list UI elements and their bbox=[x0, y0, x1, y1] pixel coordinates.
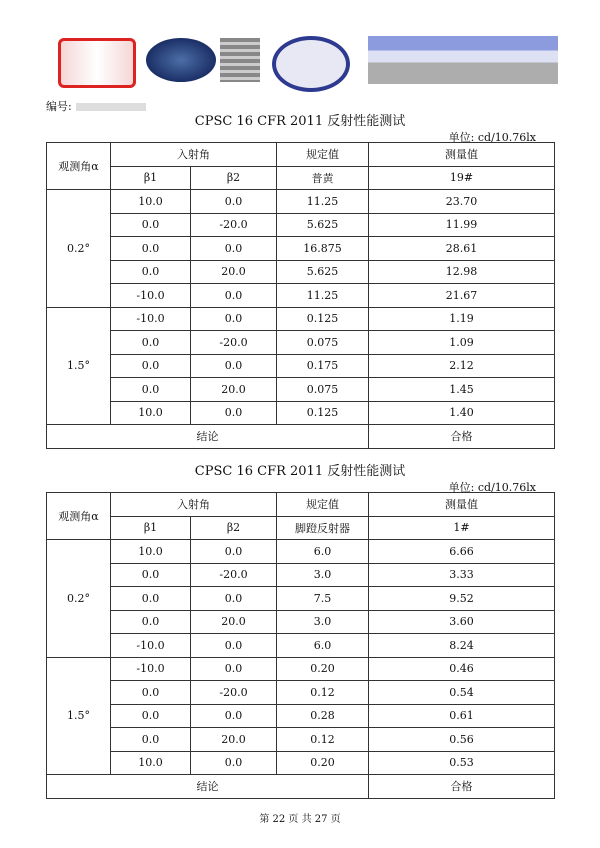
beta1-cell: 0.0 bbox=[111, 704, 191, 728]
beta1-cell: 0.0 bbox=[111, 378, 191, 402]
measured-value-cell: 1.19 bbox=[369, 307, 555, 331]
measured-value-cell: 0.53 bbox=[369, 751, 555, 775]
cma-logo bbox=[58, 38, 136, 88]
measured-sample-id: 1# bbox=[369, 516, 555, 540]
table-1-unit: 单位: cd/10.76lx bbox=[448, 131, 536, 144]
beta1-header: β1 bbox=[111, 516, 191, 540]
table-row bbox=[47, 657, 555, 681]
table-row bbox=[47, 237, 555, 261]
beta2-cell: 0.0 bbox=[191, 634, 277, 658]
measured-value-cell: 11.99 bbox=[369, 213, 555, 237]
specified-value-cell: 11.25 bbox=[277, 190, 369, 214]
beta1-cell: 0.0 bbox=[111, 213, 191, 237]
table-row bbox=[47, 260, 555, 284]
beta1-cell: 10.0 bbox=[111, 401, 191, 425]
measured-value-cell: 12.98 bbox=[369, 260, 555, 284]
measured-value-cell: 0.61 bbox=[369, 704, 555, 728]
beta1-cell: 10.0 bbox=[111, 540, 191, 564]
table-row bbox=[47, 540, 555, 564]
conclusion-label: 结论 bbox=[47, 425, 369, 449]
beta2-cell: 0.0 bbox=[191, 401, 277, 425]
specified-value-header: 规定值 bbox=[277, 143, 369, 167]
report-number-label: 编号: bbox=[46, 100, 72, 113]
incidence-angle-header: 入射角 bbox=[111, 493, 277, 517]
measured-value-cell: 8.24 bbox=[369, 634, 555, 658]
specified-value-cell: 0.20 bbox=[277, 751, 369, 775]
measured-value-cell: 1.09 bbox=[369, 331, 555, 355]
accreditation-mark bbox=[220, 38, 260, 82]
specified-value-cell: 11.25 bbox=[277, 284, 369, 308]
measured-value-cell: 9.52 bbox=[369, 587, 555, 611]
beta2-cell: 20.0 bbox=[191, 260, 277, 284]
beta1-cell: -10.0 bbox=[111, 284, 191, 308]
beta1-cell: -10.0 bbox=[111, 657, 191, 681]
specified-value-cell: 6.0 bbox=[277, 634, 369, 658]
beta2-cell: 0.0 bbox=[191, 237, 277, 261]
specified-value-cell: 3.0 bbox=[277, 563, 369, 587]
measured-value-cell: 6.66 bbox=[369, 540, 555, 564]
measured-value-cell: 23.70 bbox=[369, 190, 555, 214]
beta2-header: β2 bbox=[191, 516, 277, 540]
beta1-cell: 0.0 bbox=[111, 354, 191, 378]
beta2-cell: 0.0 bbox=[191, 704, 277, 728]
beta2-cell: 0.0 bbox=[191, 657, 277, 681]
beta1-cell: 10.0 bbox=[111, 190, 191, 214]
measured-value-cell: 1.40 bbox=[369, 401, 555, 425]
measured-value-header: 测量值 bbox=[369, 493, 555, 517]
beta1-cell: -10.0 bbox=[111, 634, 191, 658]
table-row bbox=[47, 728, 555, 752]
table-row bbox=[47, 307, 555, 331]
header-row bbox=[47, 143, 555, 167]
table-1-title: CPSC 16 CFR 2011 反射性能测试 bbox=[194, 114, 406, 129]
beta2-header: β2 bbox=[191, 166, 277, 190]
table-row bbox=[47, 751, 555, 775]
beta2-cell: 20.0 bbox=[191, 728, 277, 752]
table-row bbox=[47, 331, 555, 355]
beta2-cell: 20.0 bbox=[191, 610, 277, 634]
specified-value-cell: 16.875 bbox=[277, 237, 369, 261]
measured-sample-id: 19# bbox=[369, 166, 555, 190]
measured-value-cell: 21.67 bbox=[369, 284, 555, 308]
measured-value-cell: 3.60 bbox=[369, 610, 555, 634]
beta1-cell: 0.0 bbox=[111, 681, 191, 705]
beta1-cell: 0.0 bbox=[111, 587, 191, 611]
table-2-title: CPSC 16 CFR 2011 反射性能测试 bbox=[194, 464, 406, 479]
specified-value-cell: 0.125 bbox=[277, 401, 369, 425]
beta2-cell: 0.0 bbox=[191, 307, 277, 331]
beta1-cell: 0.0 bbox=[111, 260, 191, 284]
beta1-cell: 0.0 bbox=[111, 331, 191, 355]
measured-value-cell: 3.33 bbox=[369, 563, 555, 587]
table-row bbox=[47, 704, 555, 728]
measured-value-cell: 2.12 bbox=[369, 354, 555, 378]
observation-angle-cell: 0.2° bbox=[47, 540, 111, 658]
lab-seal-logo bbox=[272, 36, 350, 92]
observation-angle-cell: 1.5° bbox=[47, 307, 111, 425]
specified-value-cell: 6.0 bbox=[277, 540, 369, 564]
subheader-row bbox=[47, 516, 555, 540]
cnas-logo bbox=[146, 38, 216, 82]
measured-value-cell: 0.56 bbox=[369, 728, 555, 752]
specified-value-cell: 7.5 bbox=[277, 587, 369, 611]
table-2-unit: 单位: cd/10.76lx bbox=[448, 481, 536, 494]
table-row bbox=[47, 681, 555, 705]
measured-value-cell: 0.54 bbox=[369, 681, 555, 705]
conclusion-label: 结论 bbox=[47, 775, 369, 799]
beta2-cell: 0.0 bbox=[191, 540, 277, 564]
specified-value-cell: 0.28 bbox=[277, 704, 369, 728]
conclusion-row bbox=[47, 775, 555, 799]
table-row bbox=[47, 587, 555, 611]
beta1-cell: 0.0 bbox=[111, 563, 191, 587]
table-row bbox=[47, 213, 555, 237]
specified-value-cell: 0.12 bbox=[277, 728, 369, 752]
beta1-cell: 10.0 bbox=[111, 751, 191, 775]
observation-angle-header: 观测角α bbox=[47, 143, 111, 190]
table-row bbox=[47, 563, 555, 587]
table-row bbox=[47, 401, 555, 425]
incidence-angle-header: 入射角 bbox=[111, 143, 277, 167]
reflectivity-table-1 bbox=[46, 142, 555, 449]
specified-value-cell: 3.0 bbox=[277, 610, 369, 634]
beta2-cell: 0.0 bbox=[191, 751, 277, 775]
beta1-cell: 0.0 bbox=[111, 237, 191, 261]
specified-value-cell: 0.175 bbox=[277, 354, 369, 378]
subheader-row bbox=[47, 166, 555, 190]
header-logos bbox=[50, 30, 560, 92]
table-row bbox=[47, 378, 555, 402]
beta1-header: β1 bbox=[111, 166, 191, 190]
table-row bbox=[47, 354, 555, 378]
conclusion-value: 合格 bbox=[369, 775, 555, 799]
beta2-cell: 0.0 bbox=[191, 587, 277, 611]
header-row bbox=[47, 493, 555, 517]
beta2-cell: -20.0 bbox=[191, 563, 277, 587]
conclusion-value: 合格 bbox=[369, 425, 555, 449]
beta2-cell: -20.0 bbox=[191, 681, 277, 705]
table-row bbox=[47, 610, 555, 634]
table-row bbox=[47, 190, 555, 214]
measured-value-cell: 1.45 bbox=[369, 378, 555, 402]
measured-value-cell: 0.46 bbox=[369, 657, 555, 681]
specified-value-cell: 5.625 bbox=[277, 213, 369, 237]
table-row bbox=[47, 284, 555, 308]
beta2-cell: 20.0 bbox=[191, 378, 277, 402]
specified-value-cell: 0.20 bbox=[277, 657, 369, 681]
beta1-cell: 0.0 bbox=[111, 610, 191, 634]
specified-sample-type: 脚蹬反射器 bbox=[277, 516, 369, 540]
beta2-cell: -20.0 bbox=[191, 331, 277, 355]
beta2-cell: 0.0 bbox=[191, 354, 277, 378]
specified-value-cell: 0.12 bbox=[277, 681, 369, 705]
beta1-cell: 0.0 bbox=[111, 728, 191, 752]
specified-value-cell: 0.075 bbox=[277, 378, 369, 402]
beta2-cell: 0.0 bbox=[191, 190, 277, 214]
observation-angle-cell: 0.2° bbox=[47, 190, 111, 308]
observation-angle-header: 观测角α bbox=[47, 493, 111, 540]
specified-value-header: 规定值 bbox=[277, 493, 369, 517]
specified-value-cell: 0.125 bbox=[277, 307, 369, 331]
page-footer: 第 22 页 共 27 页 bbox=[259, 814, 341, 825]
conclusion-row bbox=[47, 425, 555, 449]
specified-value-cell: 0.075 bbox=[277, 331, 369, 355]
measured-value-header: 测量值 bbox=[369, 143, 555, 167]
specified-sample-type: 普黄 bbox=[277, 166, 369, 190]
institute-name-banner bbox=[368, 36, 558, 84]
beta1-cell: -10.0 bbox=[111, 307, 191, 331]
specified-value-cell: 5.625 bbox=[277, 260, 369, 284]
beta2-cell: -20.0 bbox=[191, 213, 277, 237]
observation-angle-cell: 1.5° bbox=[47, 657, 111, 775]
measured-value-cell: 28.61 bbox=[369, 237, 555, 261]
table-row bbox=[47, 634, 555, 658]
beta2-cell: 0.0 bbox=[191, 284, 277, 308]
reflectivity-table-2 bbox=[46, 492, 555, 799]
